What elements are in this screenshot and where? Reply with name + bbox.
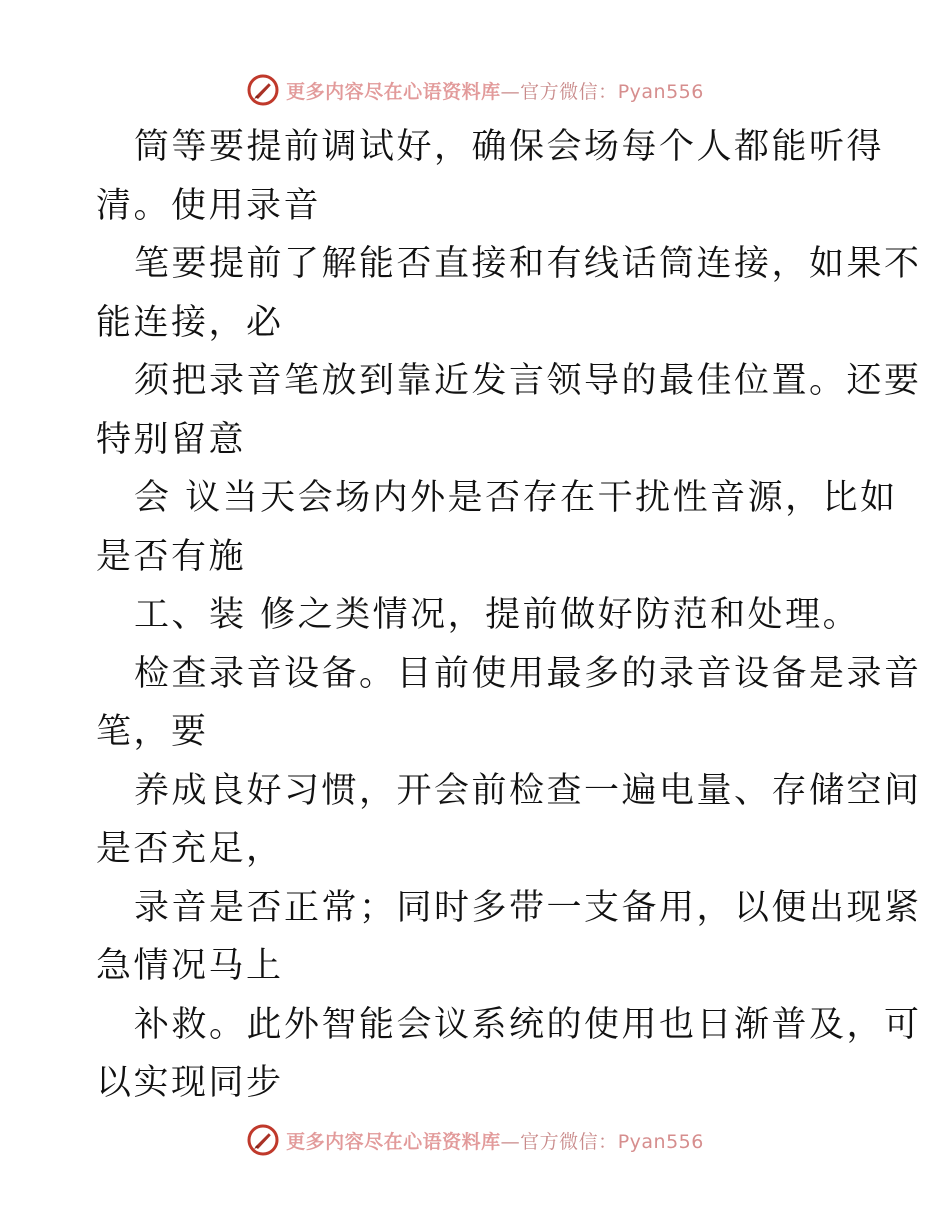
text-line: 补救。此外智能会议系统的使用也日渐普及，可	[134, 1004, 922, 1045]
footer-banner	[0, 1118, 950, 1162]
paragraph	[96, 645, 922, 762]
text-line: 是否有施	[96, 536, 247, 577]
paragraph	[96, 586, 866, 645]
text-line: 笔要提前了解能否直接和有线话筒连接，如果不	[134, 244, 922, 284]
paragraph	[96, 469, 898, 586]
footer-dash: —	[500, 1130, 521, 1153]
text-line: 以实现同步	[96, 1063, 284, 1103]
header-text	[286, 77, 704, 104]
text-line: 清。使用录音	[96, 185, 322, 226]
text-line: 特别留意	[96, 419, 247, 460]
document-body	[96, 118, 922, 1113]
text-line: 是否充足，	[96, 829, 284, 869]
footer-text	[286, 1127, 704, 1154]
header-wechat-id: Pyan556	[617, 80, 704, 103]
text-line: 养成良好习惯，开会前检查一遍电量、存储空间	[134, 770, 922, 811]
footer-wechat-id: Pyan556	[617, 1130, 704, 1153]
footer-brand: 更多内容尽在心语资料库	[286, 1130, 501, 1153]
paragraph	[96, 235, 922, 352]
text-line: 须把录音笔放到靠近发言领导的最佳位置。还要	[134, 361, 922, 401]
paragraph	[96, 352, 922, 469]
text-line: 筒等要提前调试好，确保会场每个人都能听得	[134, 127, 885, 167]
paragraph	[96, 762, 922, 879]
header-dash: —	[500, 80, 521, 103]
text-line: 急情况马上	[96, 946, 284, 986]
paragraph	[96, 879, 922, 996]
quill-logo-icon	[246, 73, 280, 107]
text-line: 会 议当天会场内外是否存在干扰性音源，比如	[134, 478, 898, 518]
text-line: 能连接，必	[96, 302, 284, 343]
header-brand: 更多内容尽在心语资料库	[286, 80, 501, 103]
text-line: 笔，要	[96, 712, 209, 752]
text-line: 检查录音设备。目前使用最多的录音设备是录音	[134, 653, 922, 694]
paragraph	[96, 118, 885, 235]
header-wechat-label: 官方微信：	[520, 80, 618, 103]
text-line: 工、装 修之类情况，提前做好防范和处理。	[134, 595, 861, 635]
header-banner	[0, 68, 950, 112]
paragraph	[96, 996, 922, 1113]
quill-logo-icon	[246, 1123, 280, 1157]
text-line: 录音是否正常；同时多带一支备用，以便出现紧	[134, 887, 922, 928]
footer-wechat-label: 官方微信：	[520, 1130, 618, 1153]
